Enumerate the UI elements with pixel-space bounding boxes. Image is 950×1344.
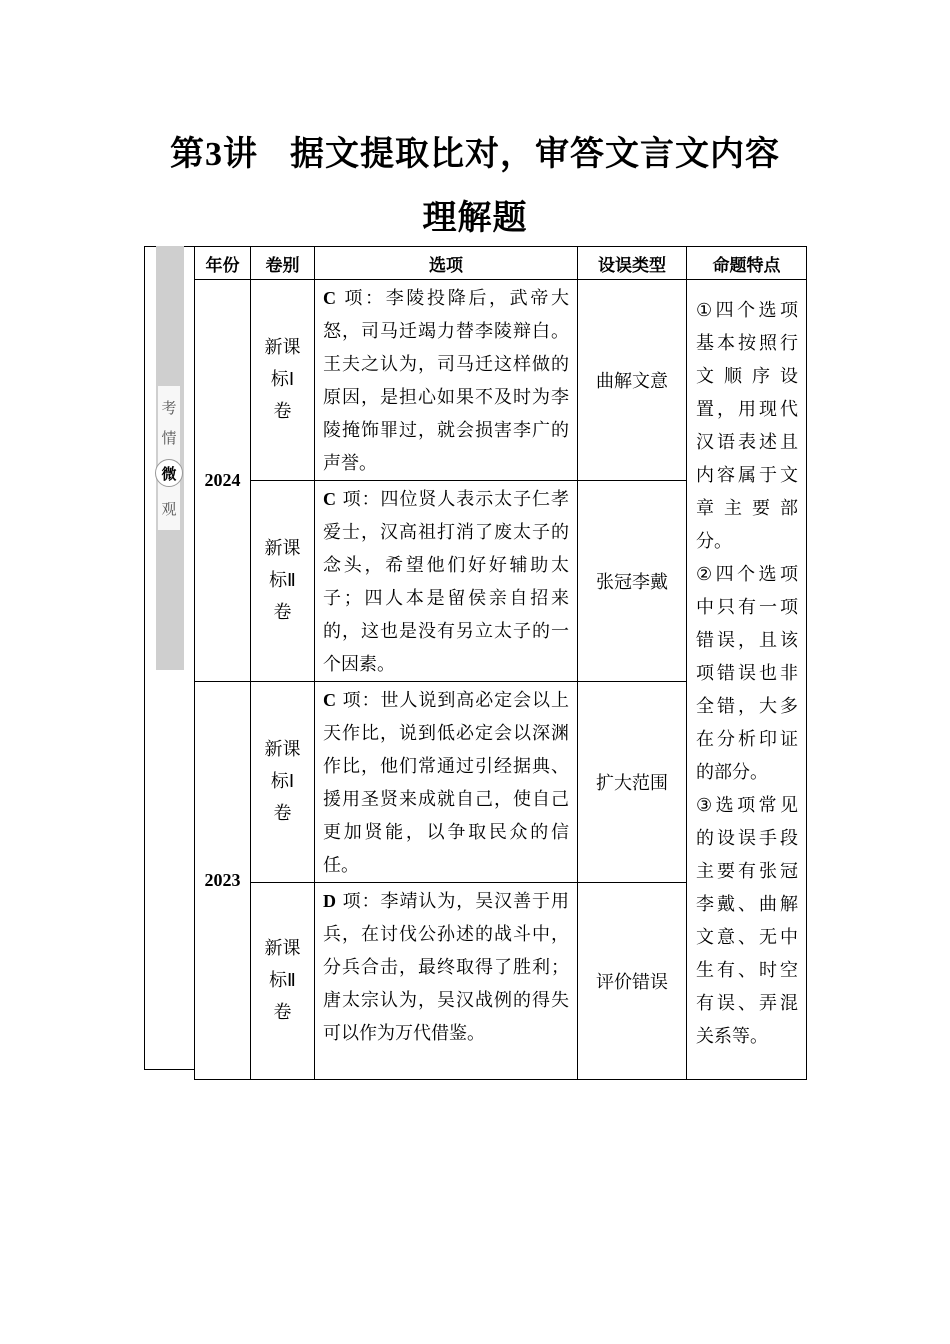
option-text: 项：李靖认为，吴汉善于用兵，在讨伐公孙述的战斗中，分兵合击，最终取得了胜利；唐太宗认为，吴汉战例的得失可以作为万代借鉴。 xyxy=(323,891,569,1044)
year-cell: 2023 xyxy=(195,682,251,1080)
feature-item: ③选项常见的设误手段主要有张冠李戴、曲解文意、无中生有、时空有误、弄混关系等。 xyxy=(696,795,798,1047)
option-cell xyxy=(315,883,578,1080)
paper-cell: 新课 标Ⅱ 卷 xyxy=(251,481,315,682)
error-type-cell: 曲解文意 xyxy=(578,280,687,481)
paper-cell: 新课 标Ⅰ 卷 xyxy=(251,682,315,883)
header-option: 选项 xyxy=(315,247,578,280)
sidebar-char-highlight: 微 xyxy=(155,459,183,487)
lecture-number: 3 xyxy=(205,136,223,173)
option-text: 项：四位贤人表示太子仁孝爱士，汉高祖打消了废太子的念头，希望他们好好辅助太子；四人本是留侯亲自招来的，这也是没有另立太子的一个因素。 xyxy=(323,489,569,675)
page-title-line-1 xyxy=(0,126,950,175)
option-text: 项：世人说到高必定会以上天作比，说到低必定会以深渊作比，他们常通过引经据典、援用圣贤来成就自己，使自己更加贤能，以争取民众的信任。 xyxy=(323,690,569,876)
sidebar-char: 情 xyxy=(161,428,177,447)
error-type-cell: 评价错误 xyxy=(578,883,687,1080)
option-tag: D xyxy=(323,891,336,911)
lecture-suffix: 讲 xyxy=(223,134,258,174)
feature-item: ①四个选项基本按照行文顺序设置，用现代汉语表述且内容属于文章主要部分。 xyxy=(696,300,798,552)
features-cell xyxy=(687,280,807,1080)
option-tag: C xyxy=(323,690,336,710)
year-cell: 2024 xyxy=(195,280,251,682)
paper-cell: 新课 标Ⅱ 卷 xyxy=(251,883,315,1080)
sidebar-char: 考 xyxy=(161,398,177,417)
table-header-row xyxy=(195,247,807,280)
option-tag: C xyxy=(323,489,336,509)
option-tag: C xyxy=(323,288,336,308)
lecture-title-main: 据文提取比对，审答文言文内容 xyxy=(290,134,780,174)
header-year: 年份 xyxy=(195,247,251,280)
option-cell xyxy=(315,280,578,481)
table-row xyxy=(195,280,807,481)
feature-item: ②四个选项中只有一项错误，且该项错误也非全错，大多在分析印证的部分。 xyxy=(696,564,798,783)
paper-cell: 新课 标Ⅰ 卷 xyxy=(251,280,315,481)
page-title-line-2: 理解题 xyxy=(422,198,528,238)
header-error-type: 设误类型 xyxy=(578,247,687,280)
lecture-prefix: 第 xyxy=(170,134,205,174)
error-type-cell: 扩大范围 xyxy=(578,682,687,883)
option-cell xyxy=(315,682,578,883)
header-features: 命题特点 xyxy=(687,247,807,280)
option-cell xyxy=(315,481,578,682)
sidebar-tag xyxy=(158,386,180,530)
sidebar-char: 观 xyxy=(161,500,177,519)
option-text: 项：李陵投降后，武帝大怒，司马迁竭力替李陵辩白。王夫之认为，司马迁这样做的原因，是担心如果不及时为李陵掩饰罪过，就会损害李广的声誉。 xyxy=(323,288,569,474)
error-type-cell: 张冠李戴 xyxy=(578,481,687,682)
exam-info-table xyxy=(194,246,807,1080)
header-paper: 卷别 xyxy=(251,247,315,280)
